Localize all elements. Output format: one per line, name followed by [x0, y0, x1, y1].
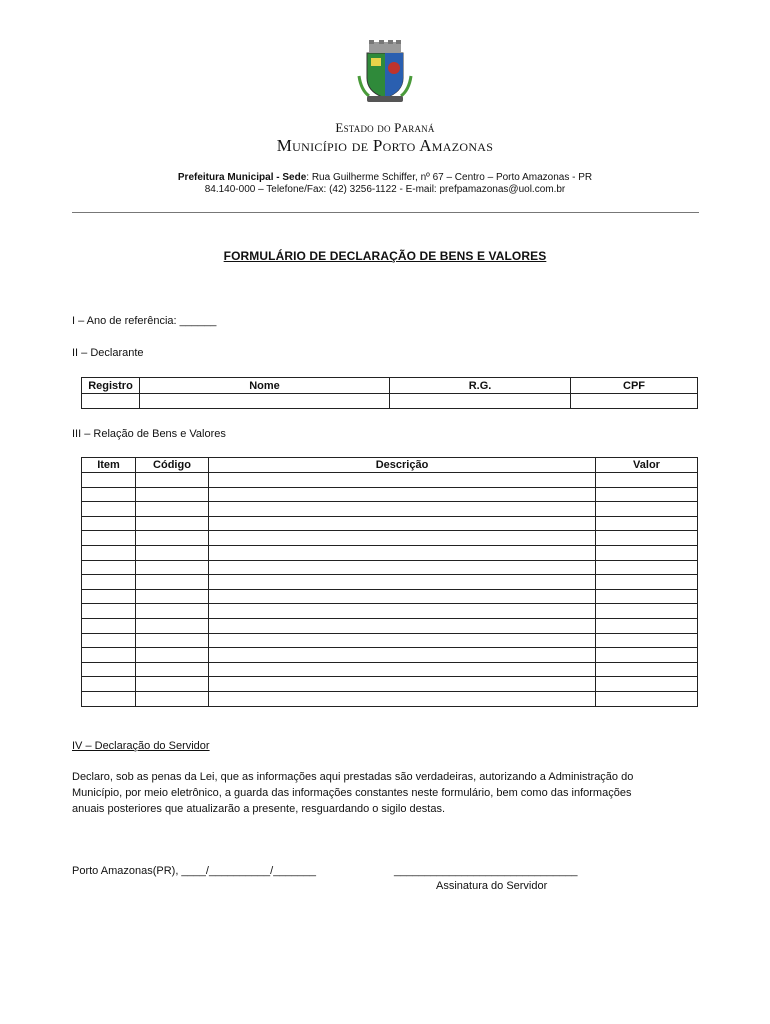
- descricao-cell[interactable]: [209, 633, 596, 648]
- item-cell[interactable]: [82, 633, 136, 648]
- descricao-cell[interactable]: [209, 677, 596, 692]
- place-date-field[interactable]: Porto Amazonas(PR), ____/__________/_______: [72, 865, 317, 877]
- item-cell[interactable]: [82, 502, 136, 517]
- address-bold-label: Prefeitura Municipal - Sede: [177, 172, 307, 183]
- item-cell[interactable]: [82, 473, 136, 488]
- descricao-cell[interactable]: [209, 691, 596, 706]
- asset-row: [82, 531, 698, 546]
- address-rest: : Rua Guilherme Schiffer, nº 67 – Centro – Porto Amazonas - PR: [306, 172, 593, 183]
- asset-row: [82, 487, 698, 502]
- valor-cell[interactable]: [596, 487, 698, 502]
- codigo-cell[interactable]: [136, 662, 209, 677]
- header-valor: Valor: [596, 458, 698, 473]
- asset-row: [82, 618, 698, 633]
- declarant-table: [81, 377, 698, 409]
- codigo-cell[interactable]: [136, 575, 209, 590]
- item-cell[interactable]: [82, 648, 136, 663]
- descricao-cell[interactable]: [209, 487, 596, 502]
- descricao-cell[interactable]: [209, 502, 596, 517]
- header-cpf: CPF: [571, 378, 698, 394]
- item-cell[interactable]: [82, 575, 136, 590]
- section-declaration-heading: IV – Declaração do Servidor: [72, 740, 210, 752]
- descricao-cell[interactable]: [209, 545, 596, 560]
- asset-row: [82, 677, 698, 692]
- municipal-crest: [357, 40, 413, 104]
- reference-year-field[interactable]: I – Ano de referência: ______: [72, 315, 217, 327]
- codigo-cell[interactable]: [136, 648, 209, 663]
- codigo-cell[interactable]: [136, 516, 209, 531]
- descricao-cell[interactable]: [209, 560, 596, 575]
- valor-cell[interactable]: [596, 662, 698, 677]
- asset-row: [82, 691, 698, 706]
- valor-cell[interactable]: [596, 691, 698, 706]
- item-cell[interactable]: [82, 604, 136, 619]
- asset-row: [82, 662, 698, 677]
- item-cell[interactable]: [82, 487, 136, 502]
- asset-row: [82, 473, 698, 488]
- valor-cell[interactable]: [596, 516, 698, 531]
- valor-cell[interactable]: [596, 618, 698, 633]
- declarant-input-row: [82, 394, 698, 409]
- codigo-cell[interactable]: [136, 487, 209, 502]
- header-codigo: Código: [136, 458, 209, 473]
- descricao-cell[interactable]: [209, 662, 596, 677]
- asset-row: [82, 560, 698, 575]
- header-nome: Nome: [140, 378, 390, 394]
- header-registro: Registro: [82, 378, 140, 394]
- valor-cell[interactable]: [596, 502, 698, 517]
- asset-row: [82, 545, 698, 560]
- declaration-line: Declaro, sob as penas da Lei, que as informações aqui prestadas são verdadeiras, autorizando a Administração do: [72, 771, 634, 783]
- item-cell[interactable]: [82, 677, 136, 692]
- asset-row: [82, 589, 698, 604]
- item-cell[interactable]: [82, 560, 136, 575]
- descricao-cell[interactable]: [209, 531, 596, 546]
- state-name: Estado do Paraná: [335, 120, 435, 135]
- address-line-1: [0, 172, 770, 184]
- codigo-cell[interactable]: [136, 618, 209, 633]
- cpf-cell[interactable]: [571, 394, 698, 409]
- assets-header-row: [82, 458, 698, 473]
- valor-cell[interactable]: [596, 560, 698, 575]
- asset-row: [82, 648, 698, 663]
- item-cell[interactable]: [82, 516, 136, 531]
- item-cell[interactable]: [82, 545, 136, 560]
- asset-row: [82, 604, 698, 619]
- municipality-name: Município de Porto Amazonas: [276, 136, 494, 155]
- codigo-cell[interactable]: [136, 677, 209, 692]
- item-cell[interactable]: [82, 618, 136, 633]
- descricao-cell[interactable]: [209, 589, 596, 604]
- nome-cell[interactable]: [140, 394, 390, 409]
- valor-cell[interactable]: [596, 545, 698, 560]
- valor-cell[interactable]: [596, 531, 698, 546]
- item-cell[interactable]: [82, 531, 136, 546]
- signature-label: Assinatura do Servidor: [436, 880, 548, 892]
- descricao-cell[interactable]: [209, 575, 596, 590]
- codigo-cell[interactable]: [136, 604, 209, 619]
- descricao-cell[interactable]: [209, 604, 596, 619]
- asset-row: [82, 502, 698, 517]
- item-cell[interactable]: [82, 662, 136, 677]
- declaration-text: [72, 769, 712, 817]
- declaration-line: anuais posteriores que atualizarão a presente, resguardando o sigilo destas.: [72, 803, 446, 815]
- descricao-cell[interactable]: [209, 618, 596, 633]
- header-divider: [72, 212, 699, 213]
- descricao-cell[interactable]: [209, 473, 596, 488]
- codigo-cell[interactable]: [136, 531, 209, 546]
- declaration-line: Município, por meio eletrônico, a guarda das informações constantes neste formulário, bem como das informações: [72, 787, 632, 799]
- signature-line[interactable]: ______________________________: [394, 865, 578, 877]
- registro-cell[interactable]: [82, 394, 140, 409]
- assets-table: [81, 457, 698, 707]
- codigo-cell[interactable]: [136, 633, 209, 648]
- section-declarant-heading: II – Declarante: [72, 347, 144, 359]
- item-cell[interactable]: [82, 691, 136, 706]
- valor-cell[interactable]: [596, 473, 698, 488]
- codigo-cell[interactable]: [136, 560, 209, 575]
- codigo-cell[interactable]: [136, 589, 209, 604]
- section-assets-heading: III – Relação de Bens e Valores: [72, 428, 226, 440]
- asset-row: [82, 575, 698, 590]
- codigo-cell[interactable]: [136, 691, 209, 706]
- address-line-2: 84.140-000 – Telefone/Fax: (42) 3256-1122 - E-mail: prefpamazonas@uol.com.br: [204, 184, 566, 195]
- header-rg: R.G.: [390, 378, 571, 394]
- header-descricao: Descrição: [209, 458, 596, 473]
- asset-row: [82, 633, 698, 648]
- valor-cell[interactable]: [596, 648, 698, 663]
- codigo-cell[interactable]: [136, 473, 209, 488]
- codigo-cell[interactable]: [136, 502, 209, 517]
- asset-row: [82, 516, 698, 531]
- valor-cell[interactable]: [596, 575, 698, 590]
- header-item: Item: [82, 458, 136, 473]
- declarant-header-row: [82, 378, 698, 394]
- valor-cell[interactable]: [596, 633, 698, 648]
- form-title: FORMULÁRIO DE DECLARAÇÃO DE BENS E VALORES: [223, 249, 547, 263]
- codigo-cell[interactable]: [136, 545, 209, 560]
- descricao-cell[interactable]: [209, 516, 596, 531]
- descricao-cell[interactable]: [209, 648, 596, 663]
- valor-cell[interactable]: [596, 589, 698, 604]
- valor-cell[interactable]: [596, 604, 698, 619]
- valor-cell[interactable]: [596, 677, 698, 692]
- rg-cell[interactable]: [390, 394, 571, 409]
- item-cell[interactable]: [82, 589, 136, 604]
